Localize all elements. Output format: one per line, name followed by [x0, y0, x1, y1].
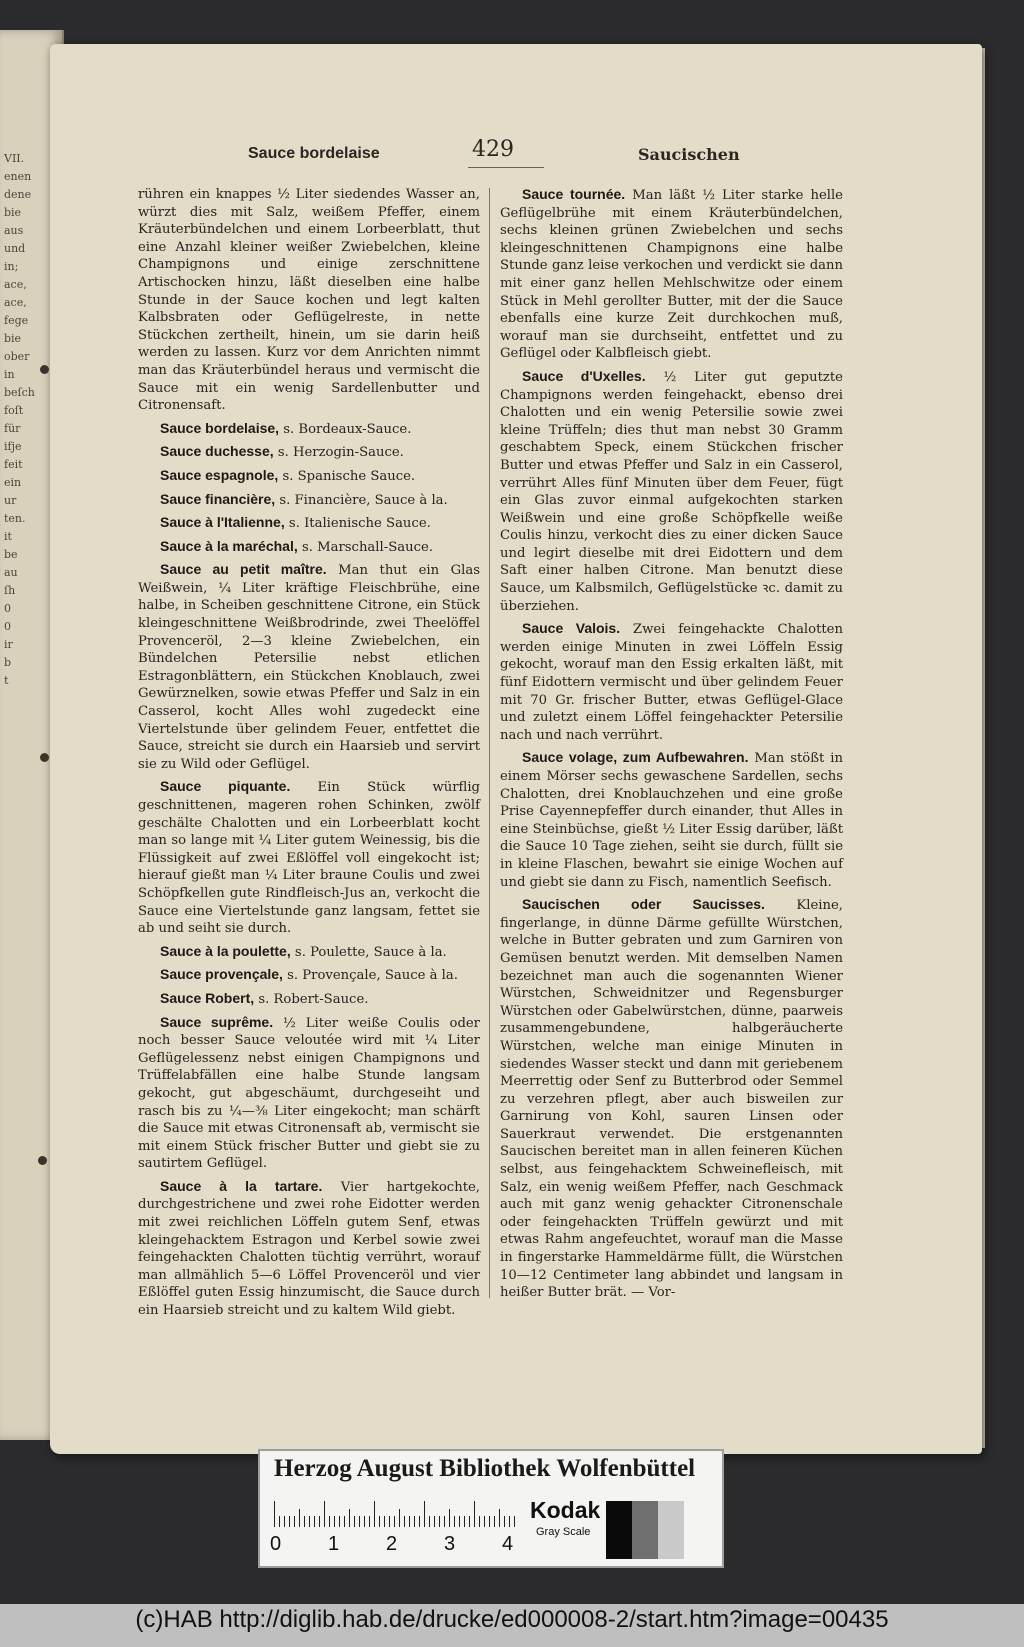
- ruler-tick: [294, 1516, 295, 1527]
- entry-heading: Sauce à la tartare.: [160, 1177, 323, 1194]
- ruler-tick: [434, 1516, 435, 1527]
- dictionary-entry: [138, 491, 480, 510]
- dictionary-entry: [138, 990, 480, 1009]
- entry-text: s. Robert-Sauce.: [258, 991, 369, 1007]
- entry-heading: Sauce duchesse,: [160, 443, 274, 460]
- dictionary-entry: [500, 896, 843, 1302]
- ruler-tick: [334, 1516, 335, 1527]
- ruler-tick: [424, 1501, 425, 1527]
- ruler-tick: [284, 1516, 285, 1527]
- entry-heading: Sauce à la poulette,: [160, 942, 291, 959]
- ruler-tick: [404, 1516, 405, 1527]
- entry-heading: Sauce tournée.: [522, 186, 626, 202]
- ruler-tick: [289, 1516, 290, 1527]
- scale-number: 0: [270, 1533, 282, 1555]
- dictionary-entry: [138, 778, 480, 937]
- dictionary-entry: [138, 966, 480, 985]
- ruler-tick: [479, 1516, 480, 1527]
- ruler-tick: [399, 1509, 400, 1527]
- dictionary-entry: [138, 1178, 480, 1320]
- header-right-title: Saucischen: [638, 145, 740, 164]
- entry-text: Man stößt in einem Mörser sechs gewaschene Sardellen, sechs Chalotten, drei Knoblauchzehen und eine große Prise Cayennepfeffer durch einander, thut Alles in eine Steinbüchse, gießt ½ Liter Essig darüber, läßt die Sauce 10 Tage ziehen, seiht sie durch, füllt sie in kleine Flaschen, bewahrt sie einige Wochen auf und giebt sie dann zu Fisch, namentlich Seefisch.: [500, 751, 843, 890]
- scale-ruler: [274, 1501, 519, 1527]
- scale-numbers: [270, 1533, 520, 1559]
- entry-heading: Sauce financière,: [160, 490, 276, 507]
- entry-text: Vier hartgekochte, durchgestrichene und zwei rohe Eidotter werden mit zwei reichlichen Löffeln gutem Senf, etwas kleingehacktem Estragon und Kerbel sowie zwei feingehackten Chalotten tüchtig verrührt, worauf man allmählich 5—6 Löffel Provenceröl und vier Eßlöffel guten Essig hinzumischt, die Sauce durch ein Haarsieb streicht und zu kaltem Wild giebt.: [138, 1179, 480, 1319]
- dictionary-entry: [138, 1014, 480, 1173]
- entry-text: s. Marschall-Sauce.: [301, 539, 433, 555]
- header-left-title: Sauce bordelaise: [248, 145, 380, 162]
- running-header: [200, 135, 820, 175]
- entry-text: rühren ein knappes ½ Liter siedendes Wasser an, würzt dies mit Salz, weißem Pfeffer, einem Kräuterbündelchen und einem Lorbeerblatt, thut eine Anzahl kleiner weißer Zwiebelchen, kleine Champignons und einige zerschnittene Artischocken hinzu, läßt dieselben eine halbe Stunde in der Sauce kochen und legt kalten Kalbsbraten oder Geflügelreste, in nette Stückchen zertheilt, hinein, um sie darin heiß werden zu lassen. Kurz vor dem Anrichten nimmt man das Kräuterbündel heraus und vermischt die Sauce mit ein wenig Sardellenbutter und Citronensaft.: [138, 187, 480, 414]
- dictionary-entry: [138, 467, 480, 486]
- gray-swatch: [606, 1501, 632, 1559]
- page-number: 429: [472, 137, 514, 162]
- dictionary-entry: [138, 538, 480, 557]
- ruler-tick: [324, 1501, 325, 1527]
- dictionary-entry: [500, 186, 843, 363]
- dictionary-entry: [138, 420, 480, 439]
- ruler-tick: [429, 1516, 430, 1527]
- ruler-tick: [439, 1516, 440, 1527]
- entry-heading: Sauce Robert,: [160, 989, 255, 1006]
- column-divider: [489, 188, 490, 1298]
- ruler-tick: [374, 1501, 375, 1527]
- entry-heading: Sauce à l'Italienne,: [160, 514, 285, 531]
- ruler-tick: [409, 1516, 410, 1527]
- ruler-tick: [389, 1516, 390, 1527]
- entry-text: ½ Liter weiße Coulis oder noch besser Sauce veloutée wird mit ¼ Liter Geflügelessenz nebst einigen Champignons und Trüffelabfällen eine halbe Stunde langsam gekocht, gut abgeschäumt, durchgeseiht und rasch bis zu ¼—⅜ Liter eingekocht; man schärft die Sauce mit etwas Citronensaft ab, vermischt sie mit einem Stück frischer Butter und giebt sie zu sautirtem Geflügel.: [138, 1015, 480, 1172]
- ruler-tick: [394, 1516, 395, 1527]
- kodak-logo: Kodak: [530, 1497, 601, 1523]
- gray-swatch: [658, 1501, 684, 1559]
- scale-card-title: Herzog August Bibliothek Wolfenbüttel: [274, 1455, 696, 1482]
- ruler-tick: [359, 1516, 360, 1527]
- ruler-tick: [469, 1516, 470, 1527]
- entry-heading: Sauce espagnole,: [160, 466, 279, 483]
- ruler-tick: [339, 1516, 340, 1527]
- ruler-tick: [344, 1516, 345, 1527]
- right-text-column: [500, 186, 843, 1307]
- color-scale-card: [258, 1449, 724, 1568]
- entry-text: s. Provençale, Sauce à la.: [287, 968, 458, 984]
- ruler-tick: [274, 1501, 275, 1527]
- gray-scale-label: Gray Scale: [536, 1526, 591, 1538]
- entry-heading: Sauce suprême.: [160, 1013, 274, 1030]
- dictionary-entry: [138, 186, 480, 415]
- ruler-tick: [499, 1509, 500, 1527]
- ruler-tick: [474, 1501, 475, 1527]
- entry-text: s. Herzogin-Sauce.: [277, 445, 404, 461]
- entry-heading: Sauce provençale,: [160, 966, 283, 983]
- ruler-tick: [379, 1516, 380, 1527]
- entry-text: ½ Liter gut geputzte Champignons werden feingehackt, ebenso drei Chalotten und ein wenig Petersilie sowie zwei kleine Trüffeln; dies thut man nebst 30 Gramm geschabtem Speck, einem Stückchen frischer Butter und etwas Pfeffer und Salz in ein Casserol, verrührt Alles fünf Minuten über dem Feuer, fügt ein Glas zuvor einmal aufgekochten starken Weißwein und eine große Schöpfkelle weiße Coulis hinzu, verkocht dies zu einer dicken Sauce und legirt dieselbe mit drei Eidottern und dem Saft einer halben Citrone. Man benutzt diese Sauce, um Kalbsmilch, Geflügelstücke ꝛc. damit zu überziehen.: [500, 369, 843, 614]
- ruler-tick: [309, 1516, 310, 1527]
- dictionary-entry: [138, 514, 480, 533]
- entry-heading: Saucischen oder Saucisses.: [522, 896, 765, 913]
- entry-heading: Sauce au petit maître.: [160, 561, 327, 578]
- ruler-tick: [304, 1516, 305, 1527]
- ruler-tick: [454, 1516, 455, 1527]
- ruler-tick: [509, 1516, 510, 1527]
- dictionary-entry: [138, 443, 480, 462]
- entry-text: s. Financière, Sauce à la.: [279, 492, 448, 508]
- binding-hole: [38, 1156, 47, 1165]
- dictionary-entry: [500, 749, 843, 891]
- entry-text: s. Spanische Sauce.: [282, 468, 416, 484]
- ruler-tick: [314, 1516, 315, 1527]
- ruler-tick: [414, 1516, 415, 1527]
- entry-heading: Sauce d'Uxelles.: [522, 367, 646, 384]
- ruler-tick: [329, 1516, 330, 1527]
- ruler-tick: [514, 1516, 515, 1527]
- ruler-tick: [419, 1516, 420, 1527]
- ruler-tick: [504, 1516, 505, 1527]
- entry-text: Ein Stück würflig geschnittenen, mageren rohen Schinken, zwölf geschälte Chalotten und ein Lorbeerblatt kocht man so lange mit ¼ Liter gutem Weinessig, bis die Flüssigkeit auf zwei Eßlöffel voll eingekocht ist; hierauf gießt man ¼ Liter braune Coulis und zwei Schöpfkellen gute Rindfleisch-Jus an, verkocht die Sauce eine Viertelstunde ganz langsam, fettet sie ab und seiht sie durch.: [138, 780, 480, 937]
- ruler-tick: [279, 1516, 280, 1527]
- ruler-tick: [354, 1516, 355, 1527]
- ruler-tick: [299, 1509, 300, 1527]
- entry-heading: Sauce piquante.: [160, 778, 291, 795]
- ruler-tick: [489, 1516, 490, 1527]
- entry-text: s. Bordeaux-Sauce.: [283, 421, 412, 437]
- dictionary-entry: [500, 368, 843, 615]
- gray-swatch: [632, 1501, 658, 1559]
- left-margin-text: VII. enen dene bie aus und in; ace, ace, fege bie ober in beſch foſt für ifje feit ein ur ten. it be au ſh 0 0 ir b t: [4, 152, 35, 687]
- entry-heading: Sauce bordelaise,: [160, 419, 280, 436]
- ruler-tick: [444, 1516, 445, 1527]
- ruler-tick: [464, 1516, 465, 1527]
- entry-text: s. Italienische Sauce.: [288, 516, 431, 532]
- entry-text: Zwei feingehackte Chalotten werden einige Minuten in zwei Löffeln Essig gekocht, worauf man den Essig erkalten läßt, mit fünf Eidottern vermischt und über gelindem Feuer mit 70 Gr. frischer Butter, etwas Geflügel-Glace und zuletzt einem Löffel feingehackter Petersilie nach und nach verrührt.: [500, 622, 843, 743]
- entry-text: Man läßt ½ Liter starke helle Geflügelbrühe mit einem Kräuterbündelchen, sechs kleinen grünen Zwiebelchen und sechs kleingeschnittenen Champignons eine halbe Stunde ganz leise verkochen und verdickt sie dann mit einer ganz hellen Mehlschwitze oder einem Stück in Mehl gerollter Butter, mit der die Sauce ebenfalls eine kurze Zeit durchkochen muß, worauf man sie durchseiht, entfettet und zu Geflügel oder Kalbfleisch giebt.: [500, 188, 843, 362]
- dictionary-entry: [500, 620, 843, 744]
- binding-hole: [40, 753, 49, 762]
- ruler-tick: [319, 1516, 320, 1527]
- ruler-tick: [449, 1509, 450, 1527]
- entry-heading: Sauce volage, zum Aufbewahren.: [522, 749, 749, 766]
- footer-caption: (c)HAB http://diglib.hab.de/drucke/ed000008-2/start.htm?image=00435: [135, 1606, 889, 1633]
- dictionary-entry: [138, 943, 480, 962]
- ruler-tick: [349, 1509, 350, 1527]
- entry-text: Kleine, fingerlange, in dünne Därme gefüllte Würstchen, welche in Butter gebraten und zum Garniren von Gemüsen benutzt werden. Mit demselben Namen bezeichnet man auch die sogenannten Wiener Würstchen, Schweidnitzer und Regensburger Würstchen oder Gabelwürstchen, dünne, paarweis zusammengebundene, halbgeräucherte Würstchen, welche man einige Minuten in siedendes Wasser steckt und dann mit geriebenem Meerrettig oder Senf zu Butterbrod oder Semmel zu verzehren pflegt, aber auch bisweilen zur Garnirung von Kohl, sauren Linsen oder Sauerkraut verwendet. Die erstgenannten Saucischen bereitet man in allen feineren Küchen selbst, aus feingehacktem Schweinefleisch, mit Salz, ein wenig weißem Pfeffer, nach Geschmack auch mit ganz wenig gehackter Citronenschale oder feingehackten Trüffeln gewürzt und mit etwas Rahm angefeuchtet, worauf man die Masse in fingerstarke Hammeldärme füllt, die Würstchen 10—12 Centimeter lang abbindet und langsam in heißer Butter brät. — Vor-: [500, 898, 843, 1301]
- scale-number: 2: [386, 1533, 398, 1555]
- ruler-tick: [364, 1516, 365, 1527]
- entry-heading: Sauce à la maréchal,: [160, 537, 298, 554]
- entry-heading: Sauce Valois.: [522, 620, 621, 637]
- ruler-tick: [384, 1516, 385, 1527]
- scale-number: 1: [328, 1533, 340, 1555]
- ruler-tick: [494, 1516, 495, 1527]
- dictionary-entry: [138, 561, 480, 773]
- binding-hole: [40, 365, 49, 374]
- scale-number: 3: [444, 1533, 456, 1555]
- ruler-tick: [459, 1516, 460, 1527]
- entry-text: Man thut ein Glas Weißwein, ¼ Liter kräftige Fleischbrühe, eine halbe, in Scheiben geschnittene Citrone, ein Stück kleingeschnittene Weißbrodrinde, zwei Theelöffel Provenceröl, 2—3 kleine Zwiebelchen, ein Bündelchen Petersilie nebst etlichen Estragonblättern, ein Stückchen Knoblauch, zwei Gewürznelken, sowie etwas Pfeffer und Salz in ein Casserol, kocht Alles wohl zugedeckt eine Viertelstunde über gelindem Feuer, entfettet die Sauce, streicht sie durch ein Haarsieb und servirt sie zu Wild oder Geflügel.: [138, 563, 480, 772]
- header-rule: [468, 167, 544, 168]
- entry-text: s. Poulette, Sauce à la.: [294, 944, 447, 960]
- ruler-tick: [369, 1516, 370, 1527]
- scale-number: 4: [502, 1533, 514, 1555]
- ruler-tick: [484, 1516, 485, 1527]
- left-text-column: [138, 186, 480, 1325]
